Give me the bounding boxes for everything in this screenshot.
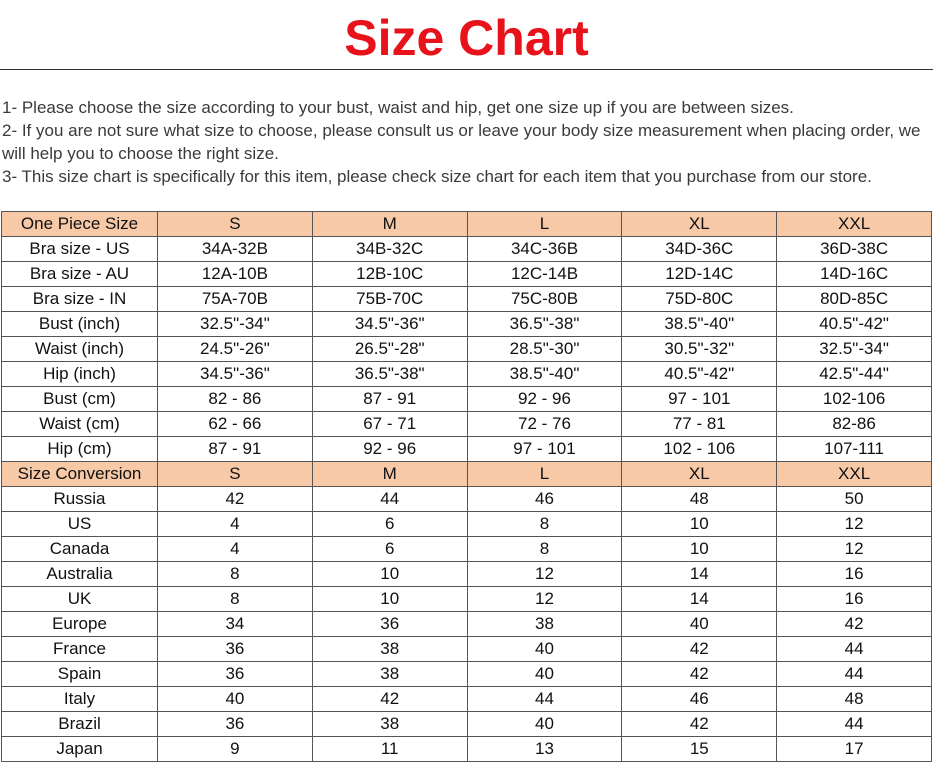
row-label-cell: France xyxy=(2,637,158,662)
value-cell: 42 xyxy=(622,712,777,737)
value-cell: 8 xyxy=(158,562,313,587)
table-row xyxy=(2,312,932,337)
value-cell: 12B-10C xyxy=(312,262,467,287)
value-cell: 12C-14B xyxy=(467,262,622,287)
note-2: 2- If you are not sure what size to choose, please consult us or leave your body size measurement when placing order, we will help you to choose the right size. xyxy=(2,121,921,163)
value-cell: 40 xyxy=(467,712,622,737)
value-cell: 12 xyxy=(467,562,622,587)
value-cell: 42 xyxy=(312,687,467,712)
value-cell: 16 xyxy=(777,562,932,587)
value-cell: 82 - 86 xyxy=(158,387,313,412)
table-row xyxy=(2,662,932,687)
value-cell: 9 xyxy=(158,737,313,762)
value-cell: 17 xyxy=(777,737,932,762)
value-cell: 67 - 71 xyxy=(312,412,467,437)
value-cell: 62 - 66 xyxy=(158,412,313,437)
table-row xyxy=(2,562,932,587)
value-cell: 4 xyxy=(158,537,313,562)
value-cell: 44 xyxy=(777,712,932,737)
value-cell: 28.5"-30" xyxy=(467,337,622,362)
page-title: Size Chart xyxy=(344,10,589,66)
value-cell: 102-106 xyxy=(777,387,932,412)
table-header-row xyxy=(2,212,932,237)
row-label-cell: Bra size - US xyxy=(2,237,158,262)
table-row xyxy=(2,712,932,737)
value-cell: 82-86 xyxy=(777,412,932,437)
value-cell: 92 - 96 xyxy=(312,437,467,462)
note-3: 3- This size chart is specifically for this item, please check size chart for each item that you purchase from our store. xyxy=(2,167,872,186)
value-cell: 77 - 81 xyxy=(622,412,777,437)
size-header-cell: L xyxy=(467,462,622,487)
value-cell: 44 xyxy=(312,487,467,512)
value-cell: 42 xyxy=(622,662,777,687)
value-cell: 87 - 91 xyxy=(312,387,467,412)
size-header-cell: L xyxy=(467,212,622,237)
table-row xyxy=(2,512,932,537)
value-cell: 34.5"-36" xyxy=(312,312,467,337)
value-cell: 36 xyxy=(158,712,313,737)
value-cell: 75C-80B xyxy=(467,287,622,312)
value-cell: 8 xyxy=(158,587,313,612)
table-row xyxy=(2,337,932,362)
value-cell: 75D-80C xyxy=(622,287,777,312)
value-cell: 40 xyxy=(467,662,622,687)
table-row xyxy=(2,737,932,762)
row-label-cell: UK xyxy=(2,587,158,612)
size-chart-table xyxy=(1,211,932,762)
value-cell: 42 xyxy=(622,637,777,662)
row-label-cell: Brazil xyxy=(2,712,158,737)
row-label-cell: Russia xyxy=(2,487,158,512)
value-cell: 11 xyxy=(312,737,467,762)
table-row xyxy=(2,587,932,612)
value-cell: 46 xyxy=(622,687,777,712)
value-cell: 38 xyxy=(467,612,622,637)
value-cell: 34C-36B xyxy=(467,237,622,262)
value-cell: 34B-32C xyxy=(312,237,467,262)
value-cell: 40.5"-42" xyxy=(622,362,777,387)
value-cell: 38 xyxy=(312,712,467,737)
value-cell: 50 xyxy=(777,487,932,512)
row-label-cell: Waist (inch) xyxy=(2,337,158,362)
table-row xyxy=(2,687,932,712)
value-cell: 75B-70C xyxy=(312,287,467,312)
value-cell: 36.5"-38" xyxy=(467,312,622,337)
value-cell: 42 xyxy=(777,612,932,637)
value-cell: 12A-10B xyxy=(158,262,313,287)
value-cell: 14 xyxy=(622,562,777,587)
row-label-cell: Bra size - AU xyxy=(2,262,158,287)
row-label-cell: Canada xyxy=(2,537,158,562)
value-cell: 38.5"-40" xyxy=(622,312,777,337)
value-cell: 10 xyxy=(622,537,777,562)
value-cell: 40.5"-42" xyxy=(777,312,932,337)
value-cell: 26.5"-28" xyxy=(312,337,467,362)
value-cell: 6 xyxy=(312,537,467,562)
value-cell: 12 xyxy=(777,512,932,537)
value-cell: 107-111 xyxy=(777,437,932,462)
table-row xyxy=(2,362,932,387)
row-label-cell: Japan xyxy=(2,737,158,762)
value-cell: 12 xyxy=(777,537,932,562)
value-cell: 42 xyxy=(158,487,313,512)
row-label-cell: Bust (cm) xyxy=(2,387,158,412)
value-cell: 12 xyxy=(467,587,622,612)
table-row xyxy=(2,262,932,287)
size-header-cell: M xyxy=(312,462,467,487)
table-row xyxy=(2,612,932,637)
row-label-cell: Hip (inch) xyxy=(2,362,158,387)
value-cell: 32.5"-34" xyxy=(777,337,932,362)
table-row xyxy=(2,412,932,437)
value-cell: 14D-16C xyxy=(777,262,932,287)
value-cell: 40 xyxy=(158,687,313,712)
value-cell: 36 xyxy=(312,612,467,637)
value-cell: 10 xyxy=(312,587,467,612)
value-cell: 14 xyxy=(622,587,777,612)
value-cell: 97 - 101 xyxy=(622,387,777,412)
value-cell: 80D-85C xyxy=(777,287,932,312)
table-row xyxy=(2,637,932,662)
row-label-cell: US xyxy=(2,512,158,537)
value-cell: 40 xyxy=(467,637,622,662)
value-cell: 12D-14C xyxy=(622,262,777,287)
value-cell: 92 - 96 xyxy=(467,387,622,412)
value-cell: 48 xyxy=(622,487,777,512)
size-header-cell: S xyxy=(158,462,313,487)
value-cell: 42.5"-44" xyxy=(777,362,932,387)
table-row xyxy=(2,387,932,412)
value-cell: 75A-70B xyxy=(158,287,313,312)
value-cell: 15 xyxy=(622,737,777,762)
value-cell: 24.5"-26" xyxy=(158,337,313,362)
value-cell: 72 - 76 xyxy=(467,412,622,437)
value-cell: 34D-36C xyxy=(622,237,777,262)
value-cell: 34 xyxy=(158,612,313,637)
value-cell: 10 xyxy=(312,562,467,587)
size-header-cell: M xyxy=(312,212,467,237)
value-cell: 102 - 106 xyxy=(622,437,777,462)
value-cell: 16 xyxy=(777,587,932,612)
row-label-cell: Italy xyxy=(2,687,158,712)
value-cell: 8 xyxy=(467,537,622,562)
value-cell: 36.5"-38" xyxy=(312,362,467,387)
value-cell: 36 xyxy=(158,662,313,687)
value-cell: 4 xyxy=(158,512,313,537)
note-1: 1- Please choose the size according to your bust, waist and hip, get one size up if you are between sizes. xyxy=(2,98,794,117)
table-row xyxy=(2,287,932,312)
value-cell: 13 xyxy=(467,737,622,762)
value-cell: 36 xyxy=(158,637,313,662)
conversion-header-row xyxy=(2,462,932,487)
value-cell: 34A-32B xyxy=(158,237,313,262)
value-cell: 30.5"-32" xyxy=(622,337,777,362)
value-cell: 8 xyxy=(467,512,622,537)
value-cell: 40 xyxy=(622,612,777,637)
value-cell: 44 xyxy=(777,662,932,687)
header-label-cell: One Piece Size xyxy=(2,212,158,237)
size-header-cell: XXL xyxy=(777,212,932,237)
value-cell: 34.5"-36" xyxy=(158,362,313,387)
value-cell: 48 xyxy=(777,687,932,712)
size-notes xyxy=(2,96,930,188)
value-cell: 32.5"-34" xyxy=(158,312,313,337)
value-cell: 46 xyxy=(467,487,622,512)
value-cell: 38 xyxy=(312,637,467,662)
value-cell: 87 - 91 xyxy=(158,437,313,462)
size-header-cell: XL xyxy=(622,212,777,237)
value-cell: 6 xyxy=(312,512,467,537)
table-row xyxy=(2,437,932,462)
size-header-cell: S xyxy=(158,212,313,237)
table-row xyxy=(2,487,932,512)
value-cell: 97 - 101 xyxy=(467,437,622,462)
table-row xyxy=(2,537,932,562)
row-label-cell: Bust (inch) xyxy=(2,312,158,337)
value-cell: 36D-38C xyxy=(777,237,932,262)
value-cell: 44 xyxy=(777,637,932,662)
row-label-cell: Hip (cm) xyxy=(2,437,158,462)
row-label-cell: Australia xyxy=(2,562,158,587)
row-label-cell: Bra size - IN xyxy=(2,287,158,312)
value-cell: 10 xyxy=(622,512,777,537)
row-label-cell: Spain xyxy=(2,662,158,687)
value-cell: 38.5"-40" xyxy=(467,362,622,387)
value-cell: 44 xyxy=(467,687,622,712)
size-header-cell: XXL xyxy=(777,462,932,487)
size-header-cell: XL xyxy=(622,462,777,487)
header-label-cell: Size Conversion xyxy=(2,462,158,487)
value-cell: 38 xyxy=(312,662,467,687)
table-row xyxy=(2,237,932,262)
title-divider xyxy=(0,69,933,70)
row-label-cell: Europe xyxy=(2,612,158,637)
row-label-cell: Waist (cm) xyxy=(2,412,158,437)
